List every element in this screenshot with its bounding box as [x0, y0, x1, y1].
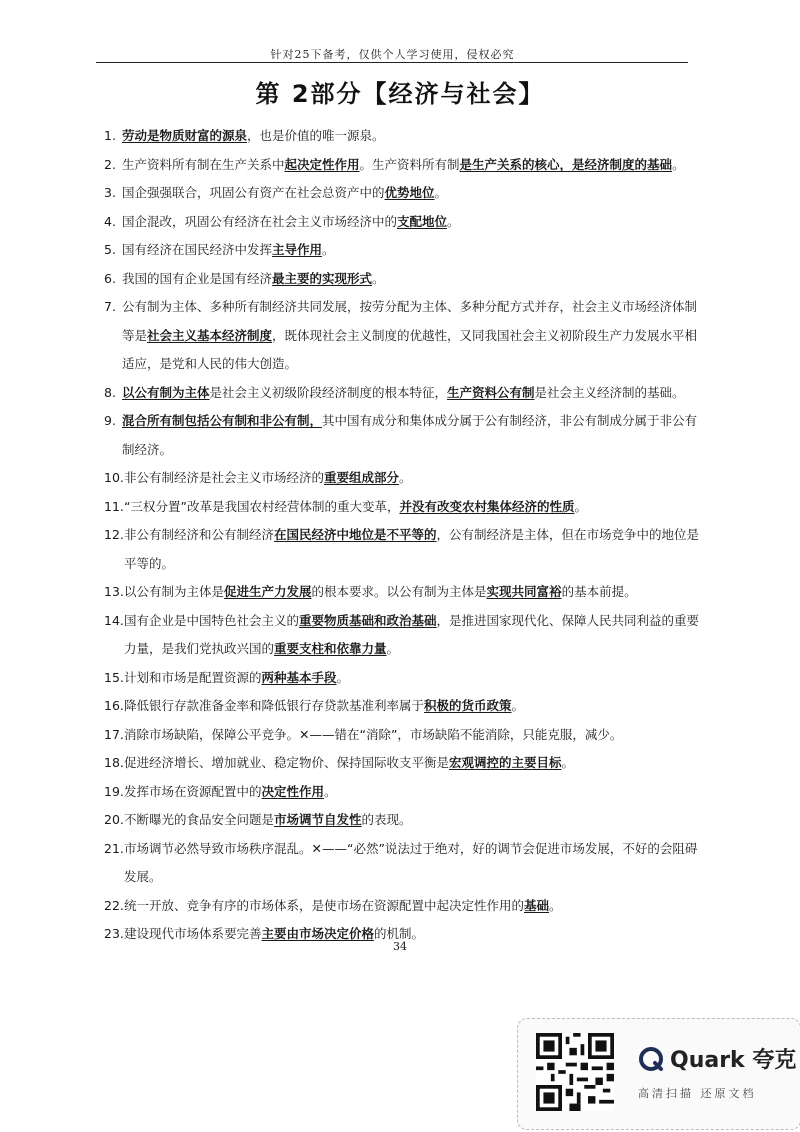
- key-phrase: 以公有制为主体: [122, 384, 210, 400]
- key-phrase: 重要物质基础和政治基础: [299, 612, 437, 628]
- item-text: 。: [672, 156, 685, 172]
- section-title: 第 2部分【经济与社会】: [255, 80, 545, 108]
- item-text: 。: [372, 270, 385, 286]
- item-text: 建设现代市场体系要完善: [124, 926, 262, 941]
- key-phrase: 最主要的实现形式: [272, 270, 373, 286]
- item-text: 是社会主义经济制的基础。: [534, 384, 685, 400]
- key-phrase: 是生产关系的核心，是经济制度的基础: [459, 156, 673, 172]
- item-text: 。: [322, 242, 335, 257]
- list-item: [104, 892, 704, 921]
- key-phrase: 优势地位: [384, 185, 435, 200]
- item-number: 5.: [104, 242, 116, 257]
- list-item: [104, 493, 704, 522]
- item-number: 1.: [104, 128, 116, 143]
- item-text: ，是推进国家现代化、保障人民共同利益的重要力量，是我们党执政兴国的: [124, 612, 700, 656]
- item-number: 18.: [104, 755, 124, 770]
- item-text: ，也是价值的唯一源泉。: [247, 128, 385, 143]
- key-phrase: 促进生产力发展: [224, 584, 312, 599]
- key-phrase: 并没有改变农村集体经济的性质: [399, 498, 575, 514]
- list-item: [104, 293, 704, 379]
- item-text: “三权分置”改革是我国农村经营体制的重大变革，: [124, 498, 400, 514]
- key-phrase: 市场调节自发性: [274, 812, 362, 827]
- item-text: 市场调节必然导致市场秩序混乱。✕——“必然”说法过于绝对，好的调节会促进市场发展，不好的会阻碍发展。: [124, 840, 698, 884]
- key-phrase: 主导作用: [272, 242, 323, 257]
- item-text: 消除市场缺陷，保障公平竞争。✕——错在“消除”，市场缺陷不能消除，只能克服，减少。: [124, 726, 623, 742]
- list-item: [104, 179, 704, 208]
- item-number: 4.: [104, 213, 116, 229]
- item-text: 不断曝光的食品安全问题是: [124, 812, 275, 827]
- item-text: 发挥市场在资源配置中的: [124, 783, 262, 799]
- item-text: 。: [399, 470, 412, 485]
- key-phrase: 重要组成部分: [324, 470, 400, 485]
- quark-logo-icon: [638, 1046, 664, 1072]
- key-phrase: 起决定性作用: [284, 156, 360, 172]
- key-phrase: 积极的货币政策: [424, 698, 512, 713]
- item-number: 20.: [104, 812, 124, 827]
- key-phrase: 实现共同富裕: [486, 584, 562, 599]
- item-text: 计划和市场是配置资源的: [124, 669, 262, 685]
- list-item: [104, 721, 704, 750]
- key-phrase: 混合所有制包括公有制和非公有制，: [122, 413, 323, 428]
- item-text: 。: [434, 185, 448, 200]
- item-number: 15.: [104, 669, 124, 685]
- key-phrase: 重要支柱和依靠力量: [274, 641, 387, 656]
- item-text: 非公有制经济是社会主义市场经济的: [124, 470, 325, 485]
- key-phrase: 两种基本手段: [261, 669, 337, 685]
- item-number: 3.: [104, 185, 116, 200]
- list-item: [104, 607, 704, 664]
- item-text: 统一开放、竞争有序的市场体系，是使市场在资源配置中起决定性作用的: [124, 897, 525, 913]
- item-number: 6.: [104, 270, 116, 286]
- item-number: 17.: [104, 726, 124, 742]
- quark-watermark: [517, 1018, 800, 1130]
- key-phrase: 劳动是物质财富的源泉: [122, 128, 248, 143]
- key-phrase: 生产资料公有制: [447, 384, 535, 400]
- key-phrase: 主要由市场决定价格: [261, 926, 375, 941]
- quark-slogan: 高清扫描 还原文档: [638, 1087, 757, 1100]
- item-text: 公有制为主体、多种所有制经济共同发展，按劳分配为主体、多种分配方式并存，社会主义市场经济体制等是: [122, 299, 698, 343]
- quark-brand: [638, 1043, 796, 1074]
- item-number: 21.: [104, 840, 124, 856]
- item-text: 。生产资料所有制: [359, 156, 460, 172]
- item-number: 13.: [104, 584, 124, 599]
- list-item: [104, 122, 704, 151]
- item-text: 。: [386, 641, 400, 656]
- list-item: [104, 664, 704, 693]
- key-phrase: 在国民经济中地位是不平等的: [274, 527, 437, 542]
- list-item: [104, 835, 704, 892]
- item-number: 22.: [104, 897, 124, 913]
- item-text: 。: [574, 498, 587, 514]
- item-number: 2.: [104, 156, 116, 172]
- item-text: 国有经济在国民经济中发挥: [122, 242, 273, 257]
- item-text: 国企混改，巩固公有经济在社会主义市场经济中的: [122, 213, 398, 229]
- item-number: 16.: [104, 698, 124, 713]
- item-list: [104, 122, 704, 949]
- page-number: 34: [393, 940, 407, 953]
- key-phrase: 宏观调控的主要目标: [449, 755, 562, 770]
- item-text: 的表现。: [361, 812, 412, 827]
- item-text: 生产资料所有制在生产关系中: [122, 156, 285, 172]
- item-text: ，既体现社会主义制度的优越性，又同我国社会主义初阶段生产力发展水平相适应，是党和人民的伟大创造。: [122, 327, 698, 371]
- item-text: 非公有制经济和公有制经济: [124, 527, 275, 542]
- header-rule: [96, 62, 688, 63]
- list-item: [104, 806, 704, 835]
- list-item: [104, 208, 704, 237]
- item-text: 的根本要求。以公有制为主体是: [311, 584, 487, 599]
- page-header: 针对25下备考，仅供个人学习使用，侵权必究: [270, 48, 515, 61]
- list-item: [104, 578, 704, 607]
- item-number: 9.: [104, 413, 116, 428]
- list-item: [104, 379, 704, 408]
- item-text: 国有企业是中国特色社会主义的: [124, 612, 300, 628]
- item-number: 12.: [104, 527, 124, 542]
- item-text: 我国的国有企业是国有经济: [122, 270, 273, 286]
- item-number: 14.: [104, 612, 124, 628]
- item-text: 促进经济增长、增加就业、稳定物价、保持国际收支平衡是: [124, 755, 450, 770]
- item-text: 。: [336, 669, 350, 685]
- item-text: 的基本前提。: [561, 584, 637, 599]
- item-number: 7.: [104, 299, 116, 314]
- item-text: ，公有制经济是主体，但在市场竞争中的地位是平等的。: [124, 527, 700, 571]
- key-phrase: 支配地位: [397, 213, 448, 229]
- item-number: 23.: [104, 926, 124, 941]
- item-text: 降低银行存款准备金率和降低银行存贷款基准利率属于: [124, 698, 425, 713]
- item-text: 。: [447, 213, 460, 229]
- item-number: 10.: [104, 470, 124, 485]
- item-text: 。: [511, 698, 525, 713]
- item-number: 11.: [104, 498, 124, 514]
- quark-brand-label: Quark 夸克: [670, 1048, 797, 1073]
- list-item: [104, 778, 704, 807]
- key-phrase: 基础: [524, 897, 550, 913]
- item-text: 。: [561, 755, 575, 770]
- item-text: 其中国有成分和集体成分属于公有制经济，非公有制成分属于非公有制经济。: [122, 413, 698, 457]
- item-text: 的机制。: [374, 926, 425, 941]
- key-phrase: 决定性作用: [261, 783, 325, 799]
- item-text: 是社会主义初级阶段经济制度的根本特征，: [209, 384, 448, 400]
- list-item: [104, 265, 704, 294]
- item-text: 以公有制为主体是: [124, 584, 225, 599]
- item-number: 19.: [104, 783, 124, 799]
- item-text: 。: [549, 897, 562, 913]
- list-item: [104, 236, 704, 265]
- list-item: [104, 692, 704, 721]
- list-item: [104, 749, 704, 778]
- list-item: [104, 151, 704, 180]
- key-phrase: 社会主义基本经济制度: [147, 327, 273, 343]
- item-text: 。: [324, 783, 337, 799]
- list-item: [104, 464, 704, 493]
- qr-code-icon: [536, 1033, 614, 1111]
- list-item: [104, 521, 704, 578]
- list-item: [104, 407, 704, 464]
- item-number: 8.: [104, 384, 116, 400]
- item-text: 国企强强联合，巩固公有资产在社会总资产中的: [122, 185, 385, 200]
